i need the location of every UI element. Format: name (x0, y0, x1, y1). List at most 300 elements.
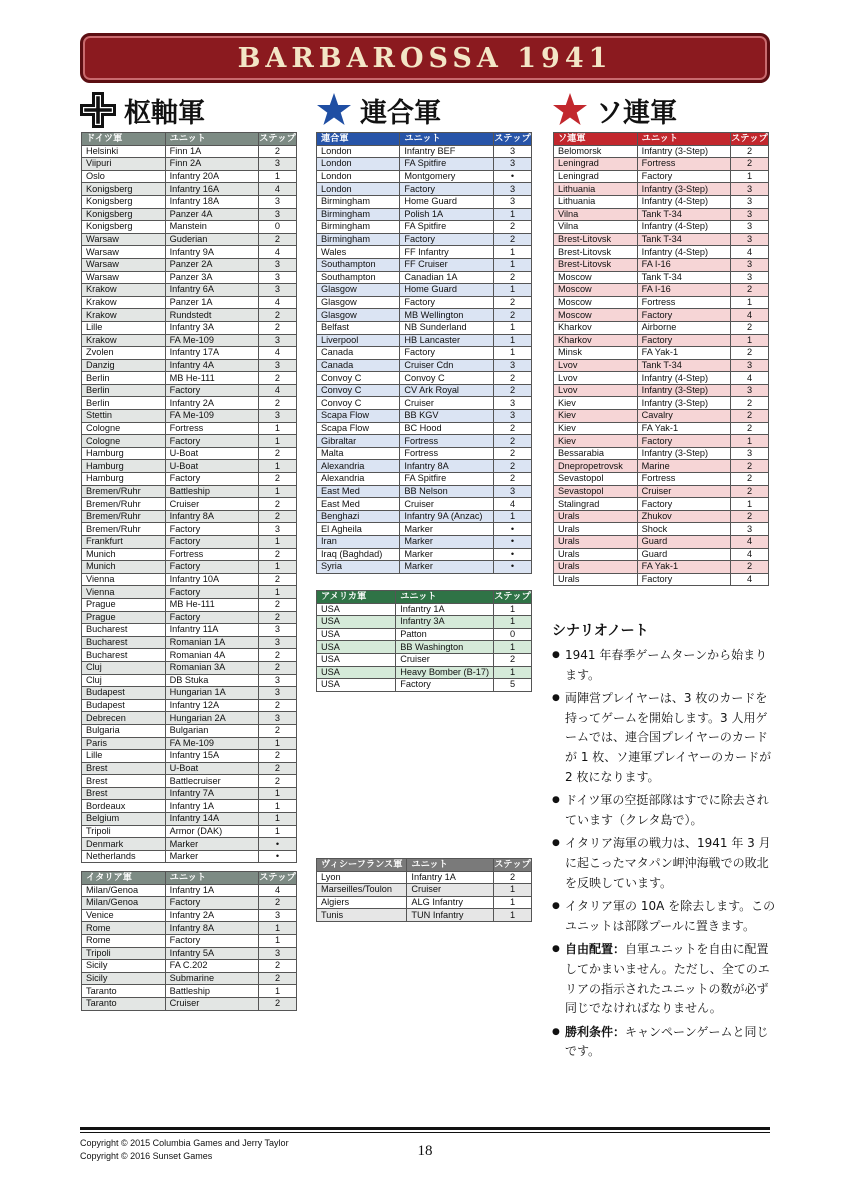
unit-cell: Factory (165, 523, 258, 536)
table-row (82, 724, 297, 737)
table-header (554, 133, 769, 146)
table-row (317, 195, 532, 208)
unit-cell: Guard (637, 548, 730, 561)
steps-cell: 4 (494, 498, 532, 511)
steps-cell: 4 (731, 573, 769, 586)
table-row (82, 422, 297, 435)
area-cell: Urals (554, 523, 638, 536)
unit-cell: U-Boat (165, 762, 258, 775)
steps-cell: 4 (731, 536, 769, 549)
steps-cell: 1 (259, 922, 297, 935)
area-cell: Southampton (317, 271, 400, 284)
steps-cell: 2 (494, 460, 532, 473)
header-area: ソ連軍 (554, 133, 638, 146)
table-row (82, 922, 297, 935)
unit-cell: Tank T-34 (637, 271, 730, 284)
table-row (82, 485, 297, 498)
area-cell: Krakow (82, 284, 166, 297)
steps-cell: 2 (494, 871, 532, 884)
area-cell: Kiev (554, 410, 638, 423)
steps-cell: 2 (731, 410, 769, 423)
table-row (82, 661, 297, 674)
table-row (82, 473, 297, 486)
area-cell: Bremen/Ruhr (82, 510, 166, 523)
unit-cell: Convoy C (400, 372, 494, 385)
area-cell: Konigsberg (82, 183, 166, 196)
table-row (82, 611, 297, 624)
table-row (317, 523, 532, 536)
unit-cell: Panzer 2A (165, 258, 258, 271)
steps-cell: 1 (731, 498, 769, 511)
note-item: ● 両陣営プレイヤーは、3 枚のカードを持ってゲームを開始します。3 人用ゲームでは、連合国プレイヤーのカードが 1 枚、ソ連軍プレイヤーのカードが 2 枚になります。 (552, 689, 777, 787)
unit-cell: Cruiser (396, 653, 494, 666)
axis-label: 枢軸軍 (124, 97, 205, 129)
area-cell: Benghazi (317, 510, 400, 523)
unit-cell: Infantry 12A (165, 699, 258, 712)
unit-cell: Infantry 1A (396, 603, 494, 616)
unit-cell: Infantry 3A (396, 616, 494, 629)
unit-cell: Marker (400, 536, 494, 549)
unit-cell: DB Stuka (165, 674, 258, 687)
area-cell: Sevastopol (554, 473, 638, 486)
unit-cell: Factory (637, 573, 730, 586)
area-cell: Kharkov (554, 334, 638, 347)
steps-cell: 3 (494, 158, 532, 171)
unit-cell: Fortress (165, 548, 258, 561)
steps-cell: 3 (258, 687, 296, 700)
table-row (82, 838, 297, 851)
steps-cell: 3 (731, 221, 769, 234)
unit-cell: Fortress (637, 296, 730, 309)
steps-cell: 2 (494, 296, 532, 309)
table-row (82, 309, 297, 322)
unit-cell: FA Me-109 (165, 737, 258, 750)
soviet-oob-table (553, 132, 769, 586)
steps-cell: 1 (494, 510, 532, 523)
steps-cell: 2 (259, 972, 297, 985)
table-row (82, 233, 297, 246)
steps-cell: 1 (494, 896, 532, 909)
area-cell: Syria (317, 561, 400, 574)
area-cell: Konigsberg (82, 195, 166, 208)
table-row (554, 158, 769, 171)
unit-cell: U-Boat (165, 447, 258, 460)
unit-cell: CV Ark Royal (400, 384, 494, 397)
note-item: ● イタリア軍の 10A を除去します。このユニットは部隊プールに置きます。 (552, 897, 777, 936)
steps-cell: 2 (258, 233, 296, 246)
area-cell: Zvolen (82, 347, 166, 360)
steps-cell: 1 (258, 422, 296, 435)
unit-cell: Factory (637, 435, 730, 448)
iron-cross-icon (80, 92, 116, 128)
table-row (554, 195, 769, 208)
unit-cell: Infantry 5A (165, 947, 258, 960)
area-cell: Glasgow (317, 309, 400, 322)
unit-cell: Montgomery (400, 170, 494, 183)
table-row (317, 616, 532, 629)
area-cell: Moscow (554, 284, 638, 297)
steps-cell: 2 (494, 372, 532, 385)
unit-cell: Infantry 14A (165, 813, 258, 826)
unit-cell: Tank T-34 (637, 208, 730, 221)
steps-cell: 2 (259, 960, 297, 973)
table-row (317, 334, 532, 347)
table-row (317, 145, 532, 158)
table-row (82, 158, 297, 171)
area-cell: Rome (82, 922, 166, 935)
steps-cell: 1 (259, 934, 297, 947)
table-row (82, 586, 297, 599)
table-row (317, 548, 532, 561)
unit-cell: BB Nelson (400, 485, 494, 498)
steps-cell: 3 (731, 183, 769, 196)
area-cell: Oslo (82, 170, 166, 183)
table-row (317, 896, 532, 909)
steps-cell: 1 (731, 170, 769, 183)
area-cell: Belgium (82, 813, 166, 826)
area-cell: Brest (82, 762, 166, 775)
unit-cell: FA Me-109 (165, 410, 258, 423)
area-cell: Leningrad (554, 170, 638, 183)
unit-cell: Infantry (3-Step) (637, 145, 730, 158)
table-row (554, 523, 769, 536)
unit-cell: FA Yak-1 (637, 347, 730, 360)
table-row (317, 561, 532, 574)
table-row (554, 208, 769, 221)
area-cell: Warsaw (82, 258, 166, 271)
unit-cell: Factory (400, 296, 494, 309)
unit-cell: Infantry 9A (165, 246, 258, 259)
note-item: ● イタリア海軍の戦力は、1941 年 3 月に起こったマタパン岬沖海戦での敗北を反映しています。 (552, 834, 777, 893)
unit-cell: FA Spitfire (400, 158, 494, 171)
steps-cell: 3 (258, 624, 296, 637)
germany-oob-table (81, 132, 297, 863)
unit-cell: Factory (165, 536, 258, 549)
unit-cell: Factory (637, 309, 730, 322)
area-cell: Lithuania (554, 183, 638, 196)
unit-cell: Hungarian 2A (165, 712, 258, 725)
table-row (554, 347, 769, 360)
unit-cell: Factory (400, 183, 494, 196)
unit-cell: Infantry 6A (165, 284, 258, 297)
table-row (82, 460, 297, 473)
steps-cell: 1 (494, 884, 532, 897)
table-row (82, 934, 297, 947)
table-row (82, 674, 297, 687)
unit-cell: Infantry (4-Step) (637, 195, 730, 208)
table-row (317, 208, 532, 221)
unit-cell: Infantry 1A (165, 884, 258, 897)
steps-cell: 3 (731, 271, 769, 284)
area-cell: Warsaw (82, 246, 166, 259)
steps-cell: 1 (494, 334, 532, 347)
header-steps: ステップ (494, 591, 531, 602)
area-cell: Hamburg (82, 460, 166, 473)
unit-cell: Infantry 3A (165, 321, 258, 334)
steps-cell: 3 (258, 208, 296, 221)
table-row (82, 384, 297, 397)
table-row (554, 145, 769, 158)
table-row (317, 679, 532, 692)
area-cell: Taranto (82, 985, 166, 998)
steps-cell: 2 (258, 598, 296, 611)
note-bold: 自由配置： (565, 942, 626, 957)
area-cell: Birmingham (317, 195, 400, 208)
unit-cell: Infantry (3-Step) (637, 384, 730, 397)
unit-cell: Panzer 1A (165, 296, 258, 309)
table-row (554, 258, 769, 271)
area-cell: USA (317, 679, 396, 692)
table-header (317, 859, 532, 872)
steps-cell: 1 (258, 536, 296, 549)
unit-cell: Cruiser (165, 498, 258, 511)
italy-oob-table (81, 871, 297, 1011)
table-row (317, 909, 532, 922)
table-row (317, 498, 532, 511)
area-cell: USA (317, 653, 396, 666)
steps-cell: 2 (494, 221, 532, 234)
table-header (82, 872, 297, 885)
steps-cell: 4 (731, 309, 769, 322)
title-banner (80, 33, 770, 83)
area-cell: Danzig (82, 359, 166, 372)
unit-cell: Marker (165, 850, 258, 863)
area-cell: Vilna (554, 208, 638, 221)
table-row (82, 284, 297, 297)
area-cell: Dnepropetrovsk (554, 460, 638, 473)
table-row (82, 649, 297, 662)
unit-cell: FA I-16 (637, 284, 730, 297)
unit-cell: Factory (165, 934, 258, 947)
area-cell: London (317, 183, 400, 196)
steps-cell: 3 (258, 158, 296, 171)
area-cell: Scapa Flow (317, 422, 400, 435)
unit-cell: FA Me-109 (165, 334, 258, 347)
unit-cell: Infantry 8A (400, 460, 494, 473)
unit-cell: Cruiser Cdn (400, 359, 494, 372)
table-row (317, 473, 532, 486)
steps-cell: 2 (258, 372, 296, 385)
soviet-label: ソ連軍 (596, 97, 677, 129)
unit-cell: Infantry 2A (165, 397, 258, 410)
table-row (317, 309, 532, 322)
steps-cell: 3 (731, 523, 769, 536)
table-row (82, 909, 297, 922)
unit-cell: Infantry (3-Step) (637, 183, 730, 196)
table-row (82, 800, 297, 813)
table-row (554, 435, 769, 448)
table-row (317, 510, 532, 523)
area-cell: Convoy C (317, 372, 400, 385)
unit-cell: FA Spitfire (400, 473, 494, 486)
steps-cell: 2 (494, 384, 532, 397)
unit-cell: Factory (165, 586, 258, 599)
unit-cell: Factory (400, 347, 494, 360)
area-cell: Bremen/Ruhr (82, 498, 166, 511)
table-row (82, 561, 297, 574)
steps-cell: • (494, 170, 532, 183)
table-row (82, 960, 297, 973)
area-cell: Southampton (317, 258, 400, 271)
table-row (317, 284, 532, 297)
area-cell: Hamburg (82, 447, 166, 460)
steps-cell: 1 (258, 787, 296, 800)
unit-cell: Marker (400, 561, 494, 574)
unit-cell: Cruiser (400, 498, 494, 511)
steps-cell: 1 (731, 296, 769, 309)
note-bold: 勝利条件： (565, 1024, 626, 1039)
table-row (82, 170, 297, 183)
area-cell: Lille (82, 750, 166, 763)
note-item: ● 1941 年春季ゲームターンから始まります。 (552, 646, 777, 685)
unit-cell: FA C.202 (165, 960, 258, 973)
unit-cell: Cruiser (407, 884, 494, 897)
steps-cell: 1 (731, 435, 769, 448)
steps-cell: 1 (258, 435, 296, 448)
steps-cell: 2 (494, 422, 532, 435)
unit-cell: Infantry 10A (165, 573, 258, 586)
area-cell: Tripoli (82, 825, 166, 838)
unit-cell: FA Yak-1 (637, 422, 730, 435)
area-cell: Birmingham (317, 233, 400, 246)
unit-cell: Marker (165, 838, 258, 851)
table-row (317, 321, 532, 334)
steps-cell: 0 (494, 628, 532, 641)
table-row (317, 628, 532, 641)
steps-cell: 2 (258, 762, 296, 775)
table-row (82, 762, 297, 775)
area-cell: East Med (317, 485, 400, 498)
table-row (82, 246, 297, 259)
table-row (317, 460, 532, 473)
area-cell: Urals (554, 536, 638, 549)
unit-cell: Panzer 3A (165, 271, 258, 284)
area-cell: Krakow (82, 296, 166, 309)
area-cell: Milan/Genoa (82, 884, 166, 897)
header-steps: ステップ (494, 859, 531, 870)
unit-cell: Factory (165, 611, 258, 624)
table-row (317, 158, 532, 171)
steps-cell: 2 (731, 473, 769, 486)
table-row (554, 536, 769, 549)
steps-cell: 3 (731, 208, 769, 221)
steps-cell: 3 (258, 674, 296, 687)
unit-cell: FA Yak-1 (637, 561, 730, 574)
area-cell: Hamburg (82, 473, 166, 486)
area-cell: Glasgow (317, 284, 400, 297)
area-cell: USA (317, 628, 396, 641)
steps-cell: 1 (494, 321, 532, 334)
table-row (554, 170, 769, 183)
unit-cell: Infantry 8A (165, 922, 258, 935)
steps-cell: 3 (258, 712, 296, 725)
area-cell: Algiers (317, 896, 407, 909)
table-row (554, 372, 769, 385)
header-unit: ユニット (407, 859, 494, 872)
steps-cell: 2 (258, 447, 296, 460)
unit-cell: MB He-111 (165, 372, 258, 385)
table-row (554, 561, 769, 574)
unit-cell: Finn 2A (165, 158, 258, 171)
steps-cell: 2 (258, 510, 296, 523)
area-cell: Lvov (554, 384, 638, 397)
table-row (554, 359, 769, 372)
steps-cell: 2 (258, 750, 296, 763)
unit-cell: Infantry 20A (165, 170, 258, 183)
unit-cell: Fortress (400, 435, 494, 448)
unit-cell: MB He-111 (165, 598, 258, 611)
steps-cell: 1 (494, 603, 532, 616)
area-cell: Bucharest (82, 649, 166, 662)
table-header (317, 133, 532, 146)
steps-cell: • (494, 561, 532, 574)
header-area: ヴィシーフランス軍 (317, 859, 407, 872)
table-row (82, 985, 297, 998)
steps-cell: 2 (731, 145, 769, 158)
table-row (554, 309, 769, 322)
steps-cell: 2 (731, 485, 769, 498)
area-cell: Convoy C (317, 384, 400, 397)
table-row (317, 435, 532, 448)
area-cell: Helsinki (82, 145, 166, 158)
table-row (317, 603, 532, 616)
table-row (554, 296, 769, 309)
table-row (82, 397, 297, 410)
table-row (554, 334, 769, 347)
steps-cell: 4 (258, 347, 296, 360)
table-row (317, 372, 532, 385)
table-row (554, 498, 769, 511)
area-cell: Lithuania (554, 195, 638, 208)
table-row (82, 947, 297, 960)
table-row (317, 641, 532, 654)
area-cell: Bucharest (82, 636, 166, 649)
steps-cell: 3 (258, 258, 296, 271)
steps-cell: 2 (494, 233, 532, 246)
unit-cell: Canadian 1A (400, 271, 494, 284)
steps-cell: 3 (494, 485, 532, 498)
steps-cell: 2 (494, 309, 532, 322)
table-row (317, 397, 532, 410)
unit-cell: Infantry 15A (165, 750, 258, 763)
unit-cell: Cruiser (400, 397, 494, 410)
area-cell: Minsk (554, 347, 638, 360)
steps-cell: 3 (494, 145, 532, 158)
steps-cell: 2 (731, 158, 769, 171)
table-row (82, 897, 297, 910)
area-cell: Glasgow (317, 296, 400, 309)
area-cell: Liverpool (317, 334, 400, 347)
unit-cell: Rundstedt (165, 309, 258, 322)
unit-cell: Guderian (165, 233, 258, 246)
unit-cell: Factory (165, 897, 258, 910)
steps-cell: 2 (258, 724, 296, 737)
header-steps: ステップ (731, 133, 768, 144)
table-row (317, 347, 532, 360)
table-row (554, 183, 769, 196)
unit-cell: Infantry 8A (165, 510, 258, 523)
table-row (554, 384, 769, 397)
steps-cell: 2 (731, 284, 769, 297)
allied-heading (316, 92, 441, 128)
steps-cell: 2 (731, 561, 769, 574)
table-row (317, 233, 532, 246)
table-row (82, 296, 297, 309)
unit-cell: Factory (637, 498, 730, 511)
table-row (82, 624, 297, 637)
steps-cell: 1 (258, 737, 296, 750)
area-cell: Alexandria (317, 460, 400, 473)
